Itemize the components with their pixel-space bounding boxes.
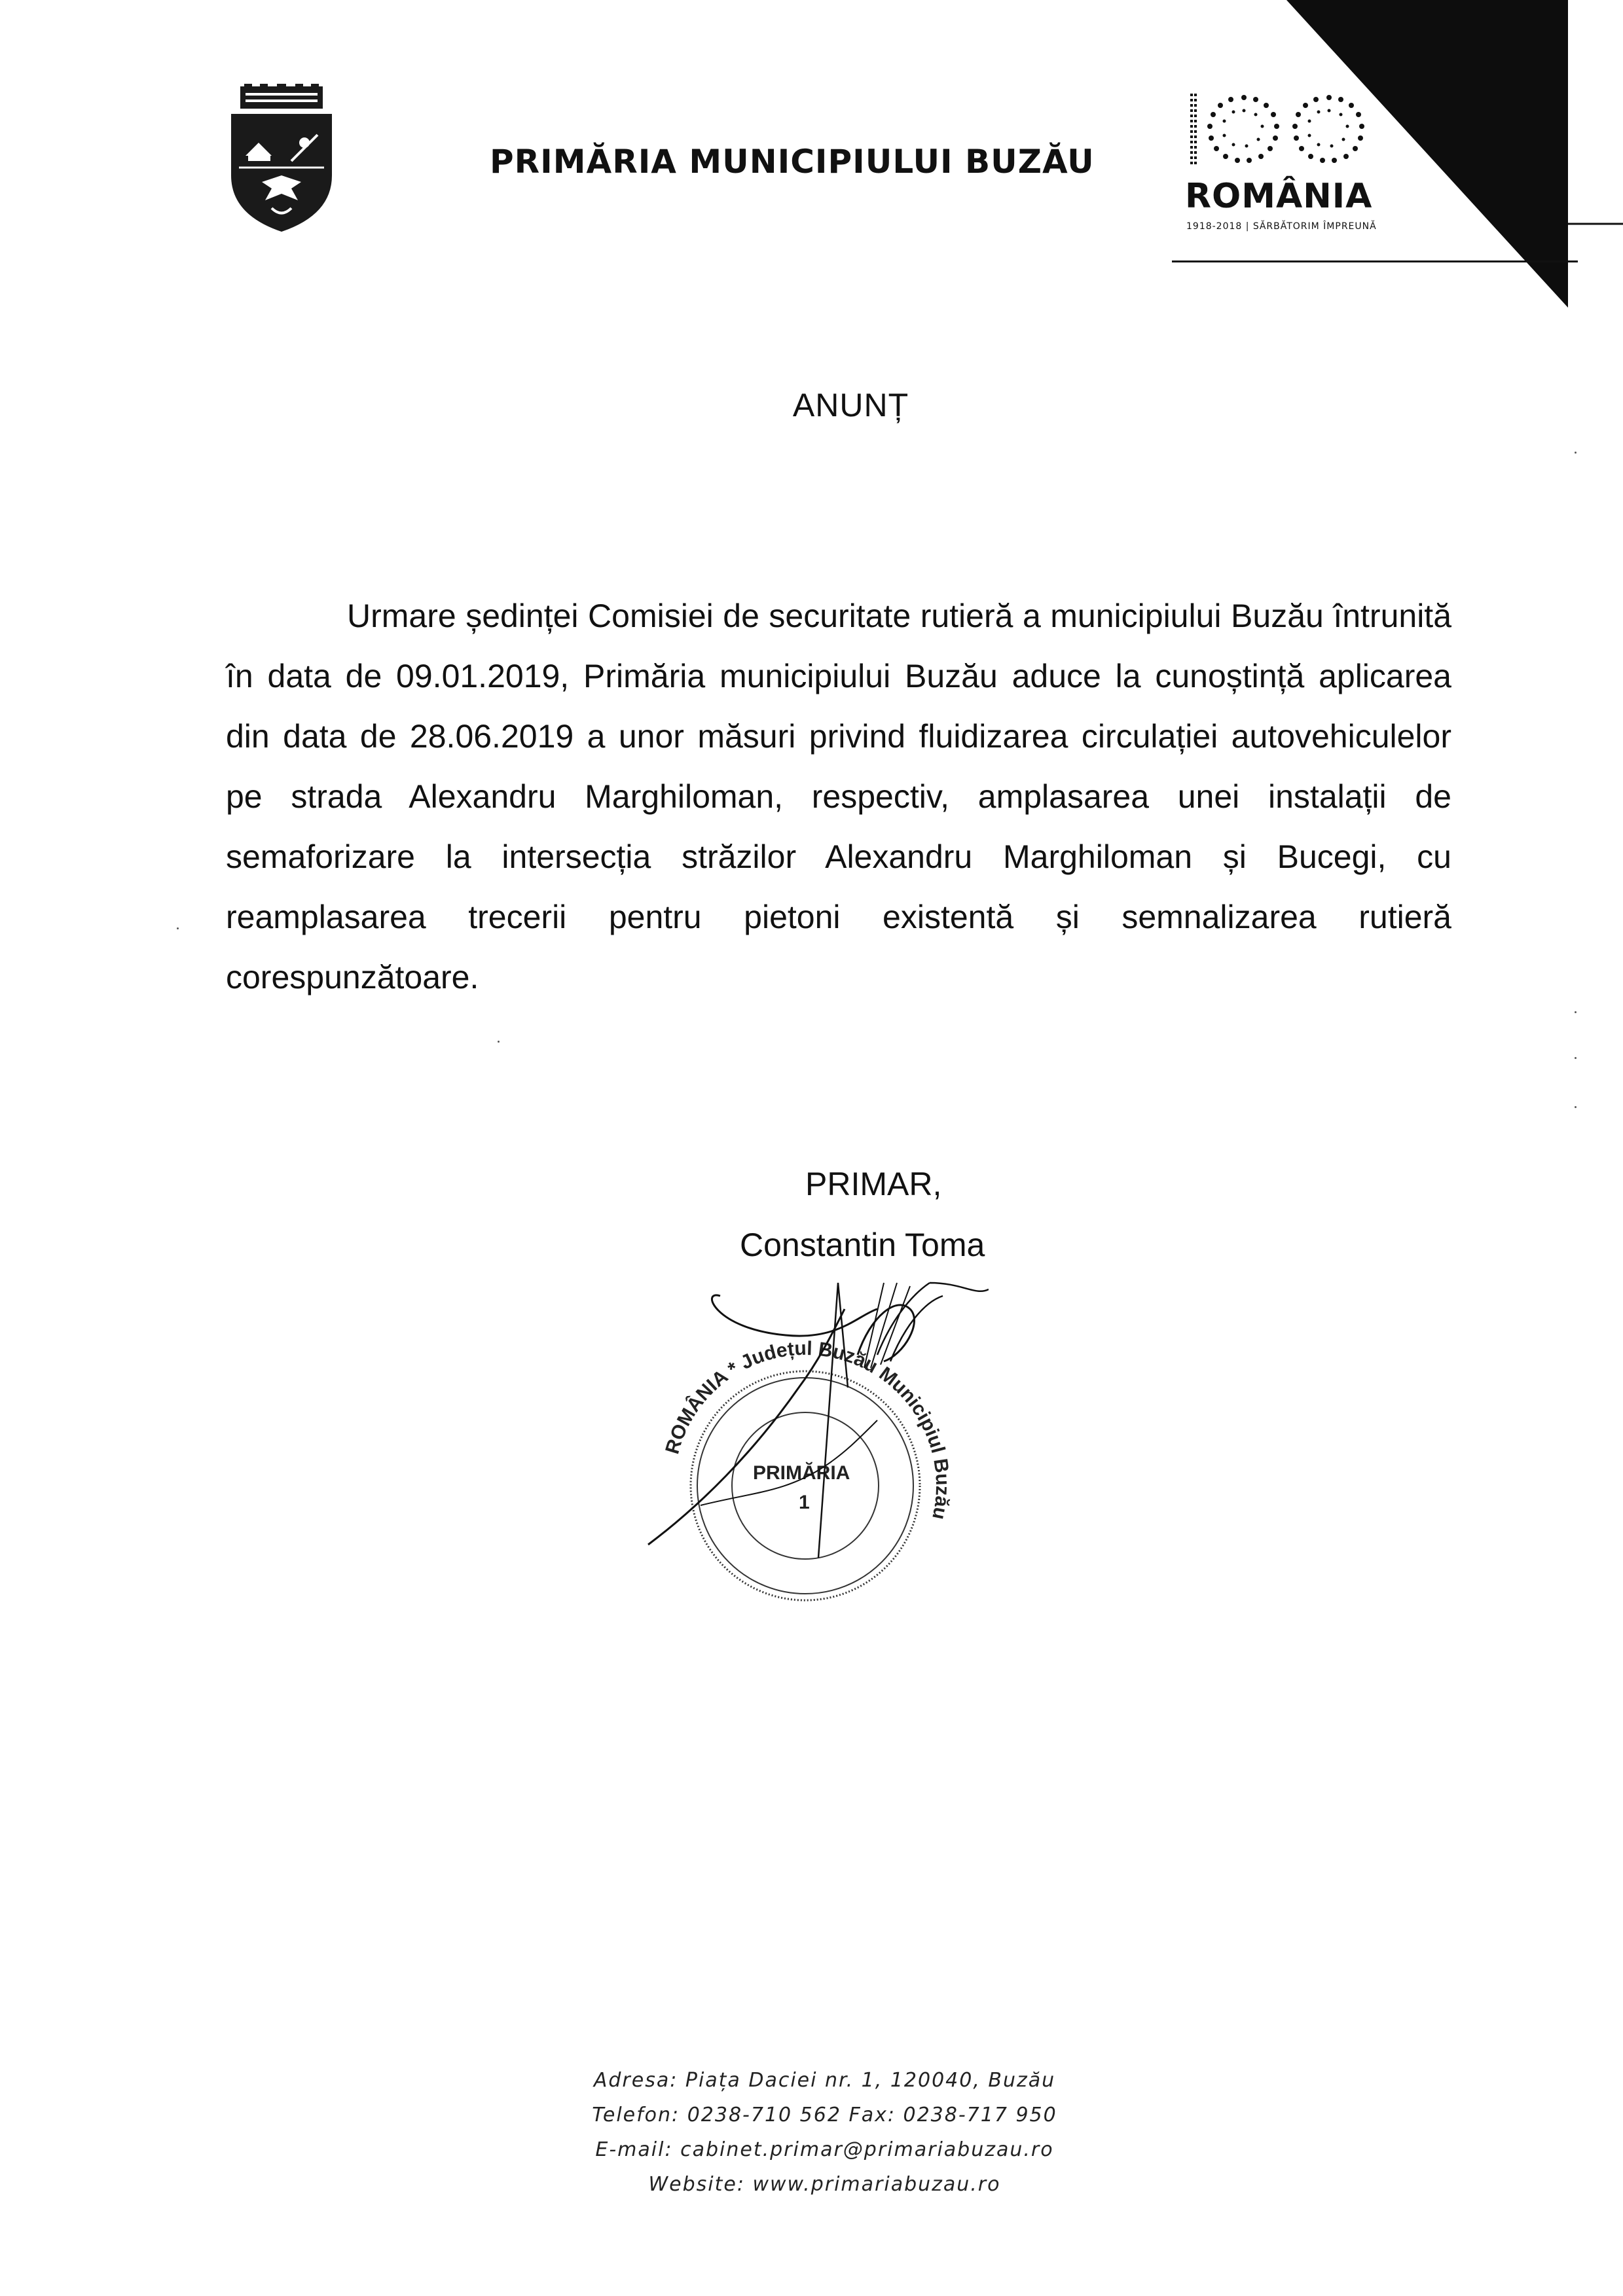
institution-name: PRIMĂRIA MUNICIPIULUI BUZĂU — [490, 143, 1095, 181]
footer-website[interactable]: Website: www.primariabuzau.ro — [648, 2173, 1001, 2196]
scan-speck — [498, 1041, 500, 1043]
header-rule — [1172, 260, 1578, 262]
announcement-body: Urmare ședinței Comisiei de securitate rutieră a municipiului Buzău întrunită în data de 09.01.2019, Primăria municipiului Buzău aduce la cunoștință aplicarea din data de 28.06.2019 a unor măsuri privind fluidizarea circulației autovehiculelor pe strada Alexandru Marghiloman, respectiv, amplasarea unei instalații de semaforizare la intersecția străzilor Alexandru Marghiloman și Bucegi, cu reamplasarea trecerii pentru pietoni existentă și semnalizarea rutieră corespunzătoare. — [226, 598, 1451, 996]
footer-contact — [0, 2063, 1623, 2202]
scan-speck — [177, 927, 179, 929]
signer-name: Constantin Toma — [740, 1227, 985, 1263]
scan-speck — [1575, 1106, 1577, 1108]
official-stamp-and-signature — [622, 1257, 989, 1623]
footer-address: Adresa: Piața Daciei nr. 1, 120040, Buzău — [593, 2069, 1056, 2092]
footer-email[interactable]: E-mail: cabinet.primar@primariabuzau.ro — [595, 2138, 1054, 2161]
scan-speck — [1575, 1057, 1577, 1059]
coat-of-arms-icon — [226, 84, 337, 234]
scan-speck — [1575, 452, 1577, 454]
announcement-title: ANUNȚ — [792, 387, 909, 423]
svg-text:ROMÂNIA * Județul Buzău Munici: ROMÂNIA * Județul Buzău Municipiul Buzău — [661, 1337, 954, 1522]
centenary-wordmark: ROMÂNIA — [1185, 177, 1373, 216]
signer-role: PRIMAR, — [805, 1166, 942, 1202]
svg-text:PRIMĂRIA: PRIMĂRIA — [753, 1462, 850, 1484]
centenary-tagline: 1918-2018 | SĂRBĂTORIM ÎMPREUNĂ — [1186, 221, 1377, 232]
footer-phone-fax: Telefon: 0238-710 562 Fax: 0238-717 950 — [592, 2104, 1057, 2126]
scan-speck — [1575, 1011, 1577, 1013]
svg-text:1: 1 — [799, 1492, 810, 1513]
